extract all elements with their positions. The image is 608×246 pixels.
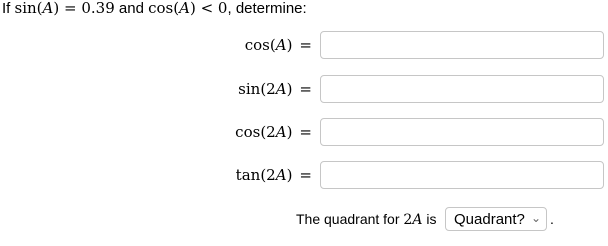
chevron-down-icon: ⌄	[530, 211, 541, 225]
quadrant-select[interactable]	[445, 207, 547, 231]
sin-2a-input[interactable]	[320, 75, 604, 103]
answer-row-tan-2a	[0, 161, 608, 189]
problem-prompt	[2, 0, 307, 17]
prompt-prefix: If	[2, 0, 15, 17]
cos-a-label: cos(A) =	[244, 36, 312, 54]
cos-a-input[interactable]	[320, 31, 604, 59]
quadrant-question	[296, 207, 608, 231]
tan-2a-label: tan(2A) =	[235, 166, 312, 184]
cos-2a-label: cos(2A) =	[235, 123, 312, 141]
answer-row-cos-a	[0, 31, 608, 59]
prompt-connector: and	[114, 0, 149, 17]
prompt-cos-expression: cos(A) < 0	[148, 0, 228, 17]
quadrant-question-text: The quadrant for 2A is	[296, 211, 437, 228]
prompt-sin-expression: sin(A) = 0.39	[14, 0, 115, 17]
quadrant-period: .	[550, 211, 554, 227]
tan-2a-input[interactable]	[320, 161, 604, 189]
sin-2a-label: sin(2A) =	[238, 80, 312, 98]
cos-2a-input[interactable]	[320, 118, 604, 146]
answer-row-sin-2a	[0, 75, 608, 103]
prompt-suffix: , determine:	[227, 0, 307, 17]
answer-row-cos-2a	[0, 118, 608, 146]
quadrant-select-value: Quadrant?	[454, 211, 525, 228]
